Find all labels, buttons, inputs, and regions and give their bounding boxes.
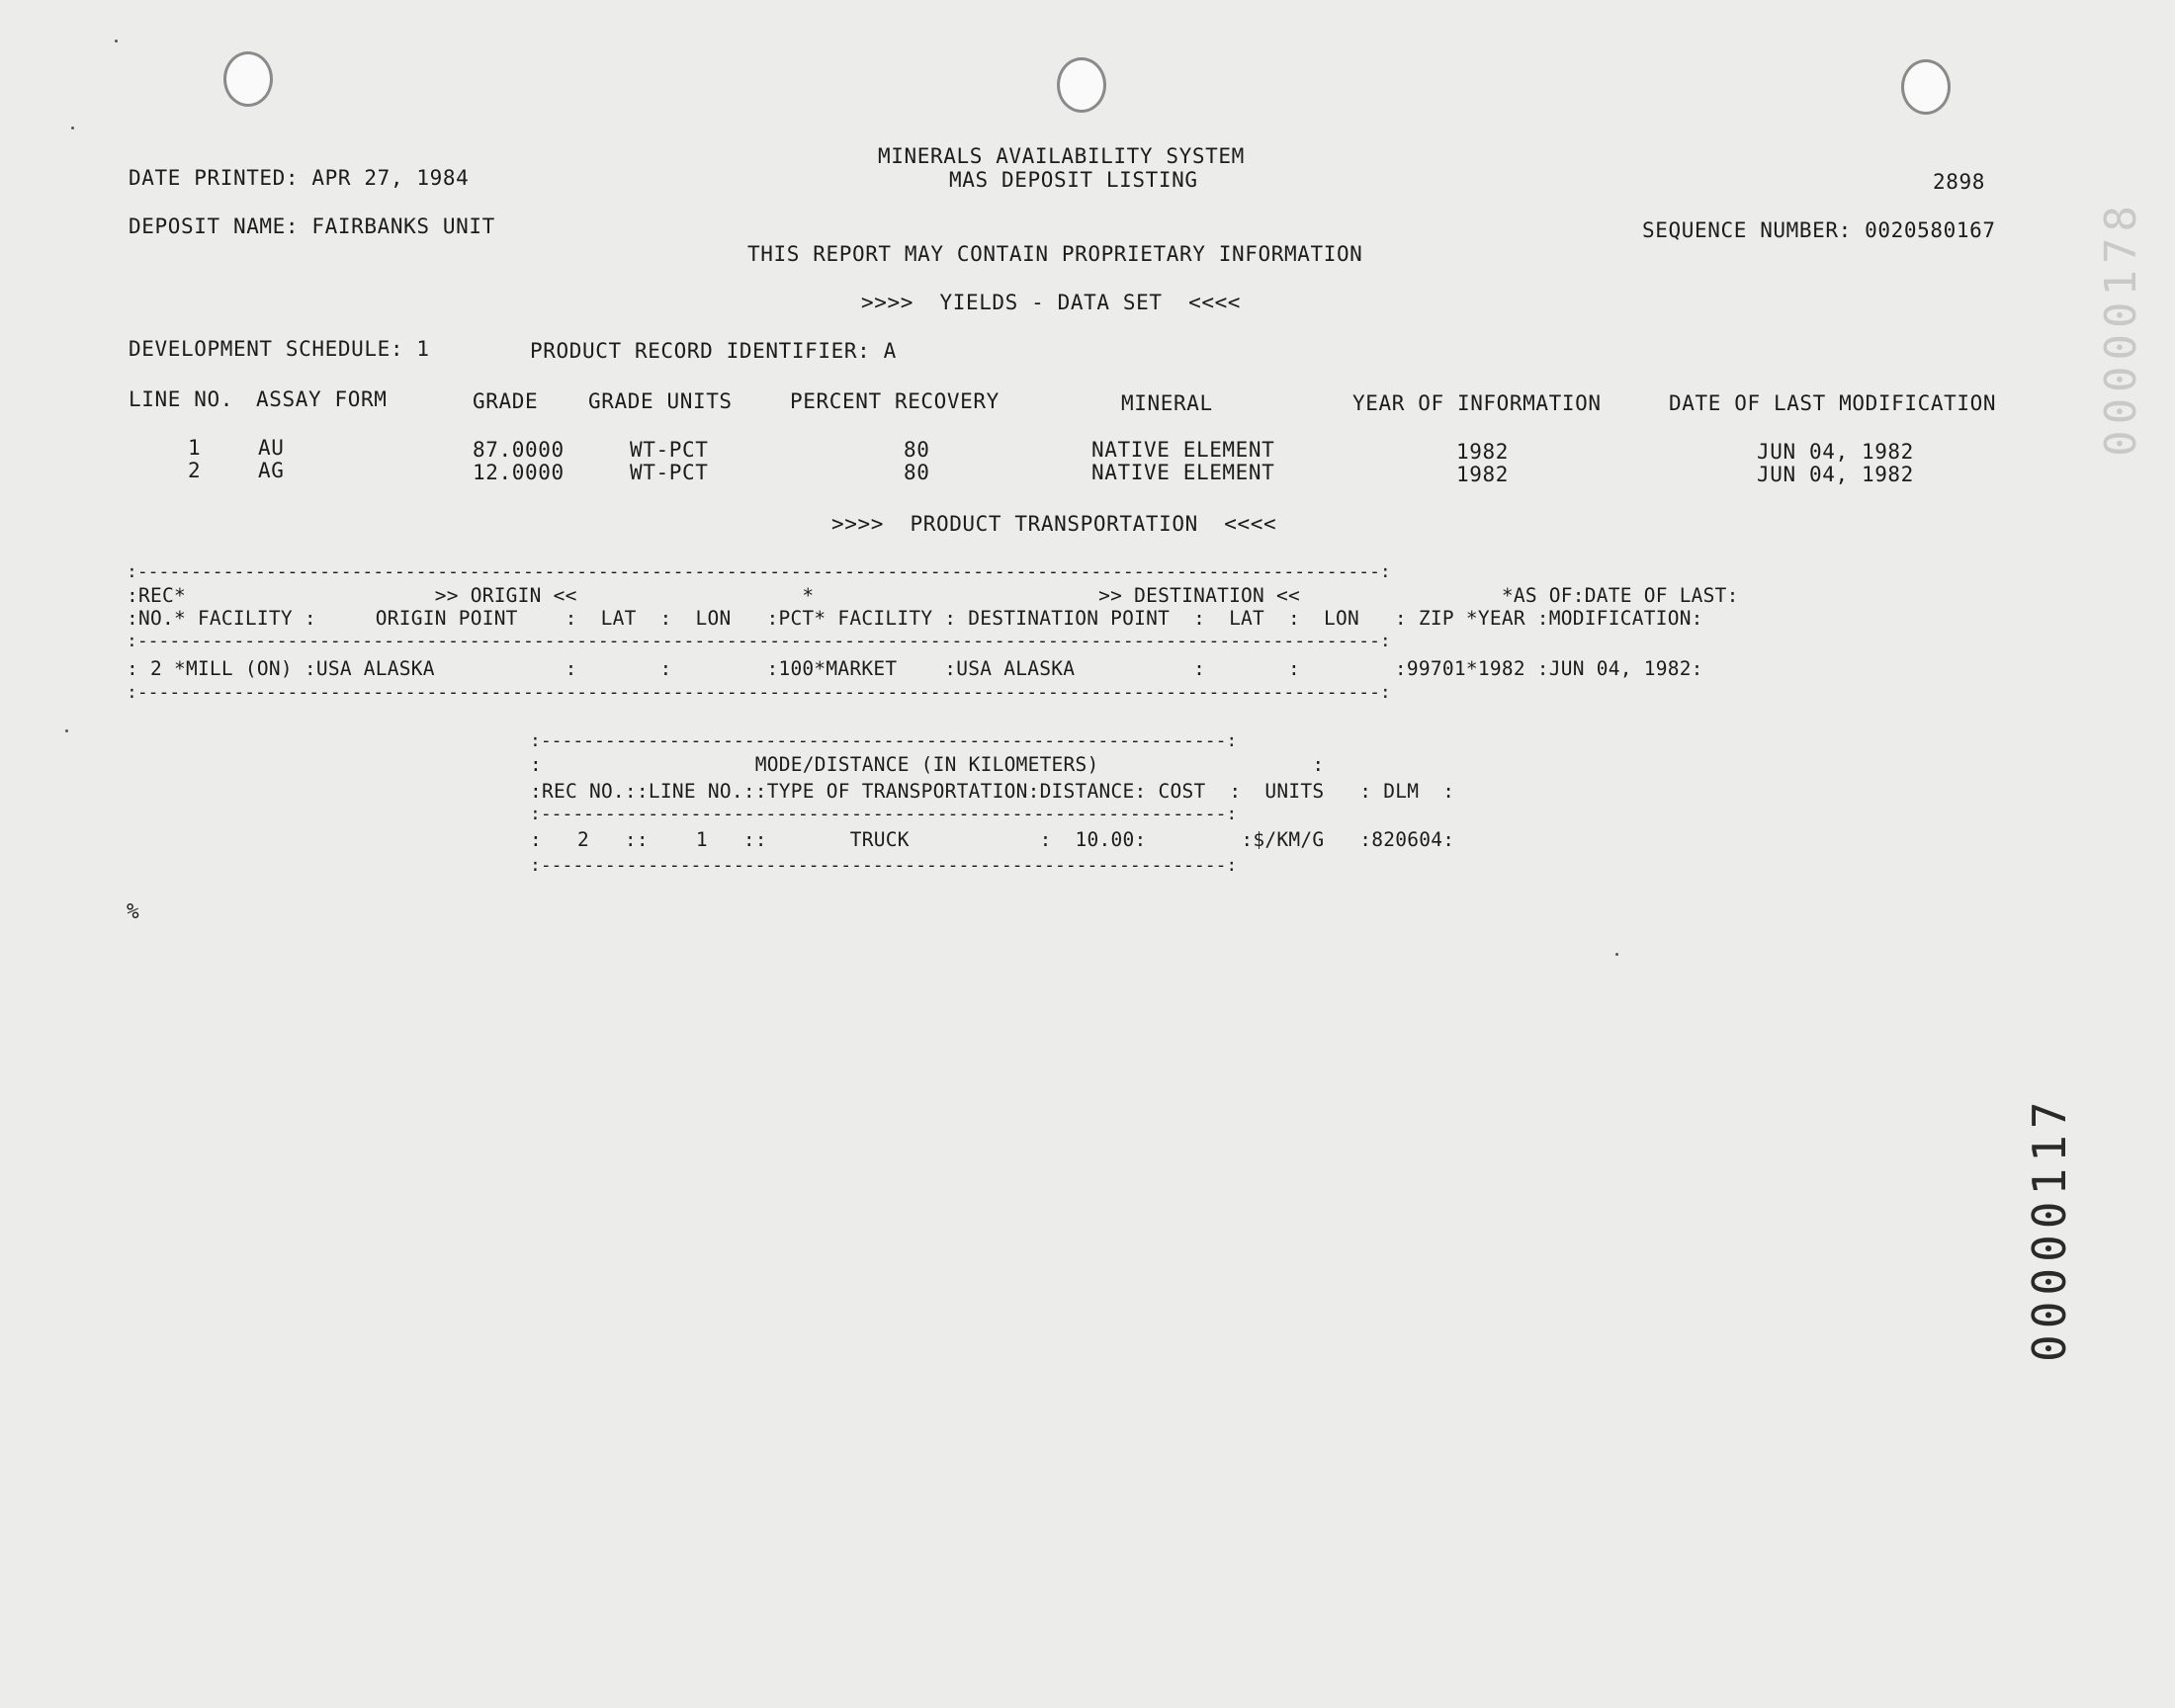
table-divider: :--------------------------------------------------------------------------------------------------------------------: xyxy=(127,631,1391,651)
col-assay-form: ASSAY FORM xyxy=(256,387,388,411)
row-mineral: NATIVE ELEMENT xyxy=(1091,438,1275,462)
deposit-name: DEPOSIT NAME: FAIRBANKS UNIT xyxy=(129,214,495,238)
transport-header-2: :NO.* FACILITY : ORIGIN POINT : LAT : LON :PCT* FACILITY : DESTINATION POINT : LAT : LON : ZIP *YEAR :MODIFICATION: xyxy=(127,607,1703,630)
date-printed: DATE PRINTED: APR 27, 1984 xyxy=(129,166,470,190)
row-year: 1982 xyxy=(1456,440,1509,464)
mode-divider: :----------------------------------------------------------------: xyxy=(530,804,1238,824)
mode-header: :REC NO.::LINE NO.::TYPE OF TRANSPORTATION:DISTANCE: COST : UNITS : DLM : xyxy=(530,780,1455,803)
col-grade: GRADE xyxy=(473,389,539,413)
proprietary-notice: THIS REPORT MAY CONTAIN PROPRIETARY INFORMATION xyxy=(747,242,1363,266)
table-border-bottom: :--------------------------------------------------------------------------------------------------------------------: xyxy=(127,682,1391,703)
row-recovery: 80 xyxy=(904,438,930,462)
faint-page-stamp: 00000178 xyxy=(2096,200,2146,457)
punch-hole-center xyxy=(1057,57,1106,113)
punch-hole-right xyxy=(1901,59,1951,115)
punch-hole-left xyxy=(223,51,273,107)
percent-mark: % xyxy=(127,899,140,923)
row-units: WT-PCT xyxy=(630,438,709,462)
col-percent-recovery: PERCENT RECOVERY xyxy=(790,389,1000,413)
row-line: 2 xyxy=(188,459,202,482)
transport-data-row: : 2 *MILL (ON) :USA ALASKA : : :100*MARKET :USA ALASKA : : :99701*1982 :JUN 04, 1982: xyxy=(127,657,1703,680)
table-border-top: :--------------------------------------------------------------------------------------------------------------------: xyxy=(127,561,1391,582)
mode-data-row: : 2 :: 1 :: TRUCK : 10.00: :$/KM/G :820604: xyxy=(530,828,1455,851)
paper-speck xyxy=(1615,953,1618,956)
yields-section-title: >>>> YIELDS - DATA SET <<<< xyxy=(861,291,1242,314)
row-modified: JUN 04, 1982 xyxy=(1757,463,1914,486)
listing-title: MAS DEPOSIT LISTING xyxy=(949,168,1198,192)
mode-title: : MODE/DISTANCE (IN KILOMETERS) : xyxy=(530,753,1325,776)
page-number: 2898 xyxy=(1933,170,1985,194)
transport-header-1: :REC* >> ORIGIN << * >> DESTINATION << *AS OF:DATE OF LAST: xyxy=(127,584,1739,607)
row-modified: JUN 04, 1982 xyxy=(1757,440,1914,464)
row-line: 1 xyxy=(188,436,202,460)
row-recovery: 80 xyxy=(904,461,930,484)
transport-section-title: >>>> PRODUCT TRANSPORTATION <<<< xyxy=(831,512,1277,536)
row-assay: AU xyxy=(258,436,285,460)
row-units: WT-PCT xyxy=(630,461,709,484)
row-year: 1982 xyxy=(1456,463,1509,486)
system-title: MINERALS AVAILABILITY SYSTEM xyxy=(878,144,1245,168)
col-year-of-information: YEAR OF INFORMATION xyxy=(1352,391,1602,415)
product-record-identifier: PRODUCT RECORD IDENTIFIER: A xyxy=(530,339,897,363)
col-line-no: LINE NO. xyxy=(129,387,233,411)
col-mineral: MINERAL xyxy=(1121,391,1213,415)
row-assay: AG xyxy=(258,459,285,482)
col-date-of-last-modification: DATE OF LAST MODIFICATION xyxy=(1669,391,1997,415)
row-mineral: NATIVE ELEMENT xyxy=(1091,461,1275,484)
sequence-number: SEQUENCE NUMBER: 0020580167 xyxy=(1642,218,1996,242)
col-grade-units: GRADE UNITS xyxy=(588,389,733,413)
mode-border-bottom: :----------------------------------------------------------------: xyxy=(530,855,1238,876)
paper-speck xyxy=(115,40,118,43)
mode-border-top: :----------------------------------------------------------------: xyxy=(530,730,1238,751)
row-grade: 87.0000 xyxy=(473,438,565,462)
page-stamp: 00000117 xyxy=(2023,1095,2076,1362)
paper-speck xyxy=(65,729,68,732)
development-schedule: DEVELOPMENT SCHEDULE: 1 xyxy=(129,337,430,361)
paper-speck xyxy=(71,127,74,129)
row-grade: 12.0000 xyxy=(473,461,565,484)
